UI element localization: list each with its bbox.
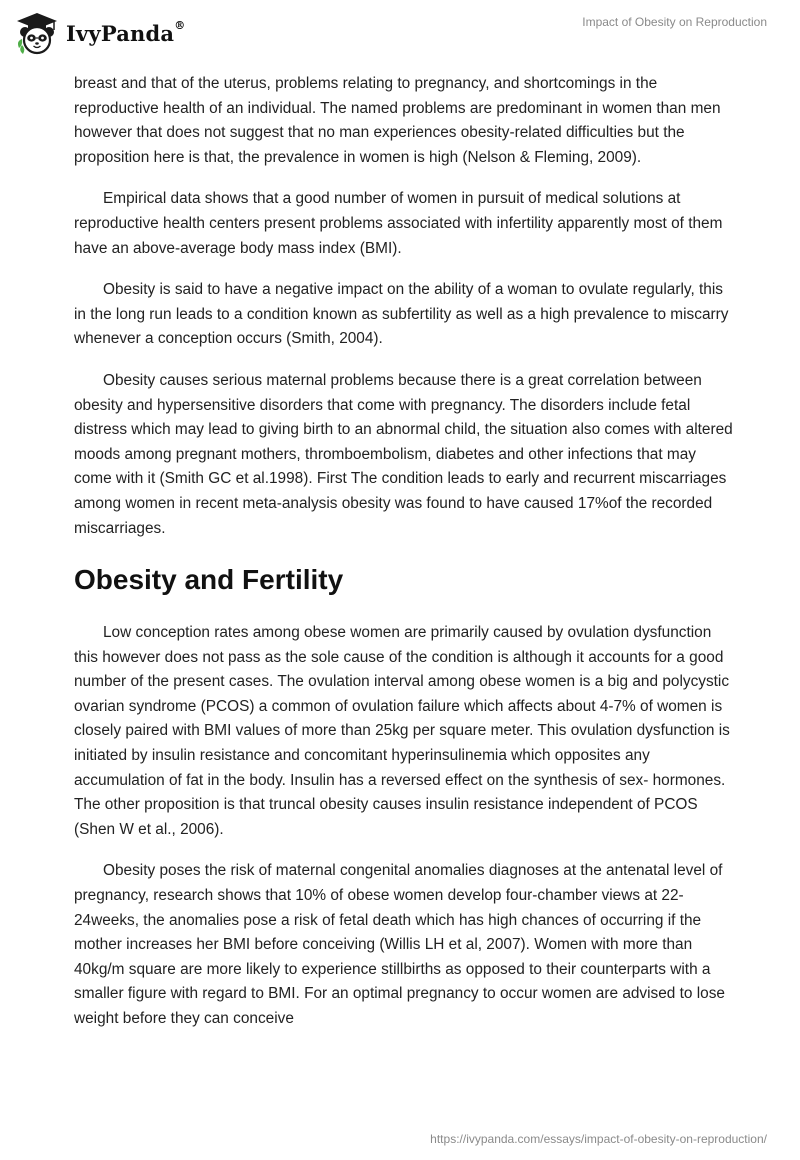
brand-text: IvyPanda — [66, 20, 175, 46]
ivypanda-logo[interactable] — [14, 8, 185, 58]
panda-mascot-icon — [14, 10, 60, 56]
trademark-symbol: ® — [174, 18, 186, 32]
section-heading: Obesity and Fertility — [74, 564, 344, 596]
paragraph: Empirical data shows that a good number of women in pursuit of medical solutions at reproductive health centers present problems associated with infertility apparently most of them have an above-average body mass index (BMI). — [74, 190, 723, 257]
paragraph: Obesity poses the risk of maternal congenital anomalies diagnoses at the antenatal level of pregnancy, research shows that 10% of obese women develop four-chamber views at 22-24weeks, the anomalies pose a risk of fetal death which has high chances of occurring if the mother increases her BMI before conceiving (Willis LH et al, 2007). Women with more than 40kg/m square are more likely to experience stillbirths as opposed to their counterparts with a smaller figure with regard to BMI. For an optimal pregnancy to occur women are advised to lose weight before they can conceive — [74, 862, 725, 1027]
brand-name — [66, 18, 186, 46]
paragraph: Obesity causes serious maternal problems because there is a great correlation between obesity and hypersensitive disorders that come with pregnancy. The disorders include fetal distress which may lead to giving birth to an abnormal child, the situation also comes with altered moods among pregnant mothers, thromboembolism, diabetes and other infections that may come with it (Smith GC et al.1998). First The condition leads to early and recurrent miscarriages among women in recent meta-analysis obesity was found to have caused 17%of the recorded miscarriages. — [74, 371, 733, 537]
source-url[interactable]: https://ivypanda.com/essays/impact-of-obesity-on-reproduction/ — [430, 1132, 767, 1146]
paragraph: breast and that of the uterus, problems relating to pregnancy, and shortcomings in the reproductive health of an individual. The named problems are predominant in women than men however that does not suggest that no man experiences obesity-related difficulties but the proposition here is that, the prevalence in women is high (Nelson & Fleming, 2009). — [74, 75, 721, 166]
paragraph: Obesity is said to have a negative impact on the ability of a woman to ovulate regularly, this in the long run leads to a condition known as subfertility as well as a high prevalence to miscarry whenever a conception occurs (Smith, 2004). — [74, 281, 729, 348]
essay-content — [74, 72, 734, 1049]
page-header — [0, 0, 800, 70]
paragraph: Low conception rates among obese women are primarily caused by ovulation dysfunction this however does not pass as the sole cause of the condition is although it accounts for a good number of the present cases. The ovulation interval among obese women is a big and polycystic ovarian syndrome (PCOS) a common of ovulation failure which affects about 4-7% of women is closely paired with BMI values of more than 25kg per square meter. This ovulation dysfunction is initiated by insulin resistance and concomitant hyperinsulinemia which opposites any accumulation of fat in the body. Insulin has a reversed effect on the synthesis of sex- hormones. The other proposition is that truncal obesity causes insulin resistance independent of PCOS (Shen W et al., 2006). — [74, 624, 730, 838]
document-title: Impact of Obesity on Reproduction — [582, 15, 767, 29]
